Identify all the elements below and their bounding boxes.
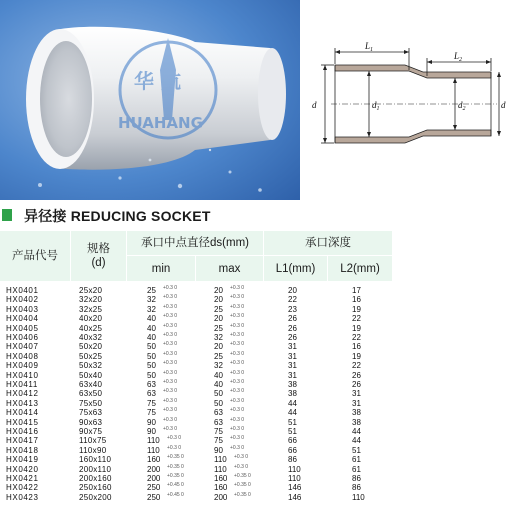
header-l1-label: L1(mm): [275, 262, 316, 275]
cell-code: HX0417: [6, 436, 39, 446]
cell-code: HX0410: [6, 370, 39, 380]
cell-code: HX0418: [6, 445, 39, 455]
cell-size: 50x20: [79, 342, 103, 352]
cell-size: 250x160: [79, 483, 112, 493]
cell-code: HX0408: [6, 351, 39, 361]
cell-code: HX0419: [6, 455, 39, 465]
cell-min: 40: [147, 314, 156, 324]
cell-l1: 26: [288, 333, 297, 342]
cell-min-tol: +0.3 0: [163, 322, 178, 329]
cell-l1: 38: [288, 380, 297, 389]
table-row: [0, 493, 392, 503]
cell-code: HX0422: [6, 483, 39, 493]
cell-min: 50: [147, 342, 156, 352]
cell-max: 20: [214, 342, 223, 352]
cell-size: 50x40: [79, 370, 103, 380]
cell-max: 50: [214, 389, 223, 399]
cell-l1: 31: [288, 351, 297, 361]
cell-min-tol: +0.45 0: [167, 491, 184, 498]
cell-code: HX0409: [6, 361, 39, 371]
cell-l2: 44: [352, 427, 361, 436]
cell-max-tol: +0.35 0: [234, 473, 251, 479]
cell-l2: 26: [352, 370, 361, 380]
cell-max-tol: +0.3 0: [230, 388, 245, 395]
cell-l2: 51: [352, 445, 361, 455]
logo-latin: HUAHANG: [118, 114, 203, 132]
cell-max-tol: +0.35 0: [234, 482, 251, 489]
cell-max: 40: [214, 370, 223, 380]
cell-l1: 22: [288, 295, 297, 305]
cell-min: 40: [147, 323, 156, 333]
cell-min-tol: +0.3 0: [163, 426, 178, 432]
cell-size: 75x63: [79, 408, 103, 418]
cell-max-tol: +0.3 0: [230, 426, 245, 432]
cell-min-tol: +0.3 0: [167, 444, 182, 451]
cell-max-tol: +0.35 0: [234, 491, 251, 498]
cell-min: 200: [147, 474, 161, 483]
cell-min-tol: +0.3 0: [163, 332, 178, 338]
cell-max: 75: [214, 436, 223, 446]
cell-max-tol: +0.3 0: [230, 294, 245, 301]
cell-l1: 110: [288, 464, 301, 474]
cell-min-tol: +0.3 0: [163, 294, 178, 301]
cell-max: 25: [214, 351, 223, 361]
spec-table: [0, 231, 392, 505]
cell-min-tol: +0.35 0: [167, 463, 184, 470]
cell-max: 160: [214, 474, 228, 483]
cell-l2: 38: [352, 417, 361, 427]
cell-max-tol: +0.3 0: [230, 322, 245, 329]
cell-min: 90: [147, 417, 156, 427]
cell-max: 32: [214, 361, 223, 371]
cell-max: 160: [214, 483, 228, 493]
cell-size: 200x110: [79, 464, 112, 474]
cell-max: 110: [214, 464, 227, 474]
cell-max-tol: +0.3 0: [230, 397, 245, 404]
cell-size: 75x50: [79, 398, 103, 408]
cell-size: 90x63: [79, 417, 103, 427]
label-d2: $d_2$: [458, 100, 466, 112]
cell-min: 75: [147, 398, 156, 408]
cell-size: 50x32: [79, 361, 103, 371]
cell-min: 50: [147, 361, 156, 371]
cell-min: 32: [147, 304, 156, 314]
cell-code: HX0401: [6, 286, 39, 295]
cell-size: 160x110: [79, 455, 112, 465]
cell-code: HX0406: [6, 333, 39, 342]
cell-l2: 19: [352, 351, 361, 361]
cell-min-tol: +0.3 0: [163, 407, 178, 414]
cell-size: 250x200: [79, 492, 112, 502]
cell-max-tol: +0.3 0: [230, 435, 245, 442]
header-size-line2: (d): [91, 257, 106, 269]
cell-max-tol: +0.3 0: [230, 407, 245, 414]
cell-min: 250: [147, 492, 161, 502]
cell-max: 63: [214, 417, 223, 427]
cell-max: 50: [214, 398, 223, 408]
product-photo: [0, 0, 300, 200]
section-title: 异径接 REDUCING SOCKET: [24, 208, 211, 224]
label-L2: $L_2$: [454, 51, 463, 63]
header-l2: [328, 256, 392, 281]
header-socket-dia-label: 承口中点直径ds(mm): [141, 237, 249, 249]
cell-min: 63: [147, 389, 156, 399]
cell-l2: 61: [352, 455, 361, 465]
cell-min-tol: +0.35 0: [167, 473, 184, 479]
cell-l1: 31: [288, 370, 297, 380]
cell-l1: 51: [288, 417, 297, 427]
cell-min-tol: +0.45 0: [167, 482, 184, 489]
cell-size: 63x40: [79, 380, 103, 389]
cell-max: 25: [214, 323, 223, 333]
cross-section-diagram: [305, 40, 507, 170]
cell-code: HX0423: [6, 492, 39, 502]
header-max: [196, 256, 263, 281]
header-code: [0, 231, 70, 281]
cell-max: 110: [214, 455, 227, 465]
cell-max-tol: +0.3 0: [230, 416, 245, 423]
cell-max: 32: [214, 333, 223, 342]
cell-min: 50: [147, 351, 156, 361]
cell-l1: 26: [288, 314, 297, 324]
cell-l1: 66: [288, 445, 297, 455]
cell-l1: 38: [288, 389, 297, 399]
cell-max: 90: [214, 445, 223, 455]
cell-l1: 66: [288, 436, 297, 446]
label-d: d: [312, 100, 317, 110]
cell-min: 110: [147, 445, 160, 455]
cell-code: HX0412: [6, 389, 39, 399]
cell-min: 200: [147, 464, 161, 474]
cell-l2: 22: [352, 333, 361, 342]
cell-min: 90: [147, 427, 156, 436]
cell-min-tol: +0.3 0: [163, 313, 178, 320]
cell-l1: 146: [288, 483, 302, 493]
cell-max-tol: +0.3 0: [234, 463, 249, 470]
header-socket-depth-label: 承口深度: [305, 237, 351, 249]
header-size-line1: 规格: [87, 243, 110, 255]
cell-size: 90x75: [79, 427, 103, 436]
cell-l2: 26: [352, 380, 361, 389]
header-l2-label: L2(mm): [340, 262, 380, 275]
cell-min: 110: [147, 436, 160, 446]
cell-min-tol: +0.3 0: [163, 303, 178, 310]
cell-min-tol: +0.35 0: [167, 454, 184, 461]
header-min-label: min: [151, 262, 171, 275]
cell-l1: 23: [288, 304, 297, 314]
header-min: [127, 256, 195, 281]
cell-l2: 31: [352, 398, 361, 408]
cell-max: 20: [214, 295, 223, 305]
cell-l1: 31: [288, 361, 297, 371]
cell-code: HX0403: [6, 304, 39, 314]
cell-size: 110x75: [79, 436, 107, 446]
cell-l2: 61: [352, 464, 361, 474]
cell-max-tol: +0.3 0: [230, 303, 245, 310]
cell-code: HX0402: [6, 295, 39, 305]
cell-l2: 38: [352, 408, 361, 418]
label-d-right: d: [501, 100, 506, 110]
cell-min: 63: [147, 380, 156, 389]
cell-l1: 51: [288, 427, 297, 436]
cell-max: 20: [214, 314, 223, 324]
cell-max: 25: [214, 304, 223, 314]
cell-code: HX0407: [6, 342, 39, 352]
cell-size: 40x25: [79, 323, 103, 333]
cell-l2: 16: [352, 342, 361, 352]
cell-min-tol: +0.3 0: [163, 341, 178, 348]
cell-l1: 44: [288, 408, 297, 418]
cell-code: HX0414: [6, 408, 39, 418]
cell-size: 110x90: [79, 445, 107, 455]
cell-size: 200x160: [79, 474, 112, 483]
cell-min: 250: [147, 483, 161, 493]
cell-l2: 31: [352, 389, 361, 399]
cell-l1: 26: [288, 323, 297, 333]
cell-min: 25: [147, 286, 156, 295]
cell-min: 75: [147, 408, 156, 418]
cell-min: 160: [147, 455, 161, 465]
cell-min: 40: [147, 333, 156, 342]
cell-l2: 86: [352, 474, 361, 483]
cell-l1: 146: [288, 492, 302, 502]
label-d1: $d_1$: [372, 100, 380, 112]
cell-max-tol: +0.3 0: [234, 454, 249, 461]
header-l1: [264, 256, 327, 281]
cell-max-tol: +0.3 0: [230, 369, 245, 376]
cell-size: 50x25: [79, 351, 103, 361]
cell-min-tol: +0.3 0: [163, 416, 178, 423]
cell-l1: 86: [288, 455, 297, 465]
header-size: [71, 231, 126, 281]
cell-min-tol: +0.3 0: [163, 360, 178, 367]
cell-l1: 110: [288, 474, 301, 483]
cell-l2: 86: [352, 483, 361, 493]
label-L1: $L_1$: [365, 41, 374, 53]
cell-l2: 22: [352, 361, 361, 371]
cell-min-tol: +0.3 0: [163, 388, 178, 395]
cell-max-tol: +0.3 0: [230, 332, 245, 338]
cell-max: 75: [214, 427, 223, 436]
cell-size: 40x32: [79, 333, 103, 342]
cell-min-tol: +0.3 0: [167, 435, 182, 442]
cell-l2: 19: [352, 304, 361, 314]
section-heading: [0, 204, 507, 228]
cell-code: HX0413: [6, 398, 39, 408]
cell-max-tol: +0.3 0: [230, 341, 245, 348]
heading-marker: [2, 209, 12, 221]
cell-size: 32x20: [79, 295, 103, 305]
cell-min: 32: [147, 295, 156, 305]
cell-l2: 44: [352, 436, 361, 446]
cell-max-tol: +0.3 0: [230, 379, 245, 385]
header-socket-depth: [264, 231, 392, 255]
cell-l2: 17: [352, 286, 361, 295]
cell-min-tol: +0.3 0: [163, 350, 178, 357]
cell-code: HX0421: [6, 474, 39, 483]
cell-l2: 22: [352, 314, 361, 324]
cell-min-tol: +0.3 0: [163, 379, 178, 385]
cell-code: HX0411: [6, 380, 38, 389]
cell-max-tol: +0.3 0: [230, 350, 245, 357]
cell-max: 40: [214, 380, 223, 389]
cell-size: 25x20: [79, 286, 103, 295]
cell-min-tol: +0.3 0: [163, 285, 178, 291]
cell-size: 40x20: [79, 314, 103, 324]
header-socket-dia: [127, 231, 263, 255]
cell-max: 63: [214, 408, 223, 418]
logo-chinese: 华 航: [134, 69, 181, 93]
cell-max: 200: [214, 492, 228, 502]
cell-max-tol: +0.3 0: [230, 313, 245, 320]
cell-code: HX0416: [6, 427, 39, 436]
cell-code: HX0405: [6, 323, 39, 333]
cell-max-tol: +0.3 0: [230, 285, 245, 291]
cell-l1: 20: [288, 286, 297, 295]
cell-max-tol: +0.3 0: [230, 444, 245, 451]
cell-min-tol: +0.3 0: [163, 369, 178, 376]
cell-l2: 110: [352, 492, 365, 502]
cell-l2: 16: [352, 295, 361, 305]
cell-l1: 44: [288, 398, 297, 408]
cell-size: 63x50: [79, 389, 103, 399]
cell-code: HX0404: [6, 314, 39, 324]
cell-min: 50: [147, 370, 156, 380]
cell-code: HX0415: [6, 417, 39, 427]
header-max-label: max: [218, 262, 241, 275]
cell-l1: 31: [288, 342, 297, 352]
cell-l2: 19: [352, 323, 361, 333]
cell-code: HX0420: [6, 464, 39, 474]
cell-max-tol: +0.3 0: [230, 360, 245, 367]
cell-size: 32x25: [79, 304, 103, 314]
cell-max: 20: [214, 286, 223, 295]
cell-min-tol: +0.3 0: [163, 397, 178, 404]
header-code-label: 产品代号: [12, 250, 58, 262]
